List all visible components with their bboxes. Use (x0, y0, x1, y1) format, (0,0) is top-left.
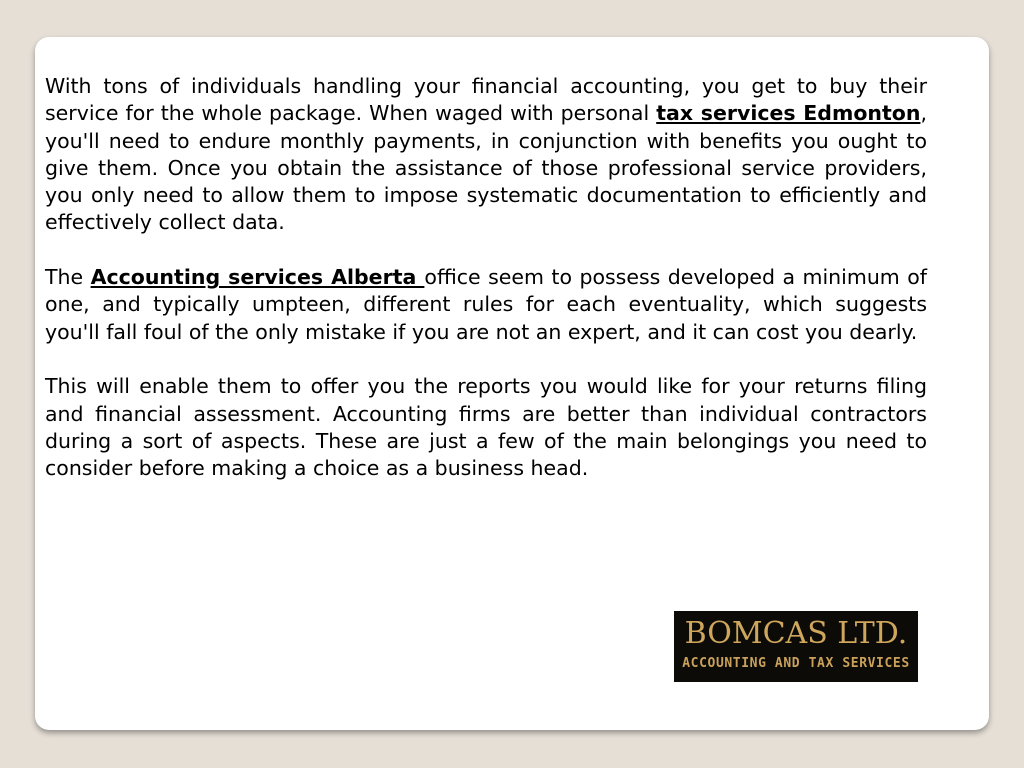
accounting-services-alberta-link[interactable]: Accounting services Alberta (90, 265, 425, 290)
slide-card (35, 37, 989, 730)
body-text (45, 73, 927, 510)
logo-title: BOMCAS LTD. (684, 616, 908, 651)
tax-services-edmonton-link[interactable]: tax services Edmonton (656, 101, 921, 126)
paragraph-1-rest: , you'll need to endure monthly payments, in conjunction with benefits you ought to give them. Once you obtain the assistance of those professional service providers, you only need to allow them to impose systematic documentation to efficiently and effectively collect data. (45, 101, 927, 235)
paragraph-2-lead: The (45, 265, 91, 290)
logo-subtitle: ACCOUNTING AND TAX SERVICES (682, 656, 910, 671)
paragraph-1 (45, 73, 927, 237)
paragraph-3: This will enable them to offer you the reports you would like for your returns filing and financial assessment. Accounting firms are better than individual contractors during a sort of aspects. These are just a few of the main belongings you need to consider before making a choice as a business head. (45, 374, 927, 481)
paragraph-2 (45, 264, 927, 346)
paragraph-1-lead: With tons of individuals handling your financial accounting, you get to buy their service for the whole package. When waged with personal (45, 74, 927, 126)
paragraph-2-rest: office seem to possess developed a minimum of one, and typically umpteen, different rules for each eventuality, which suggests you'll fall foul of the only mistake if you are not an expert, and it can cost you dearly. (45, 265, 927, 344)
bomcas-logo (674, 611, 918, 682)
